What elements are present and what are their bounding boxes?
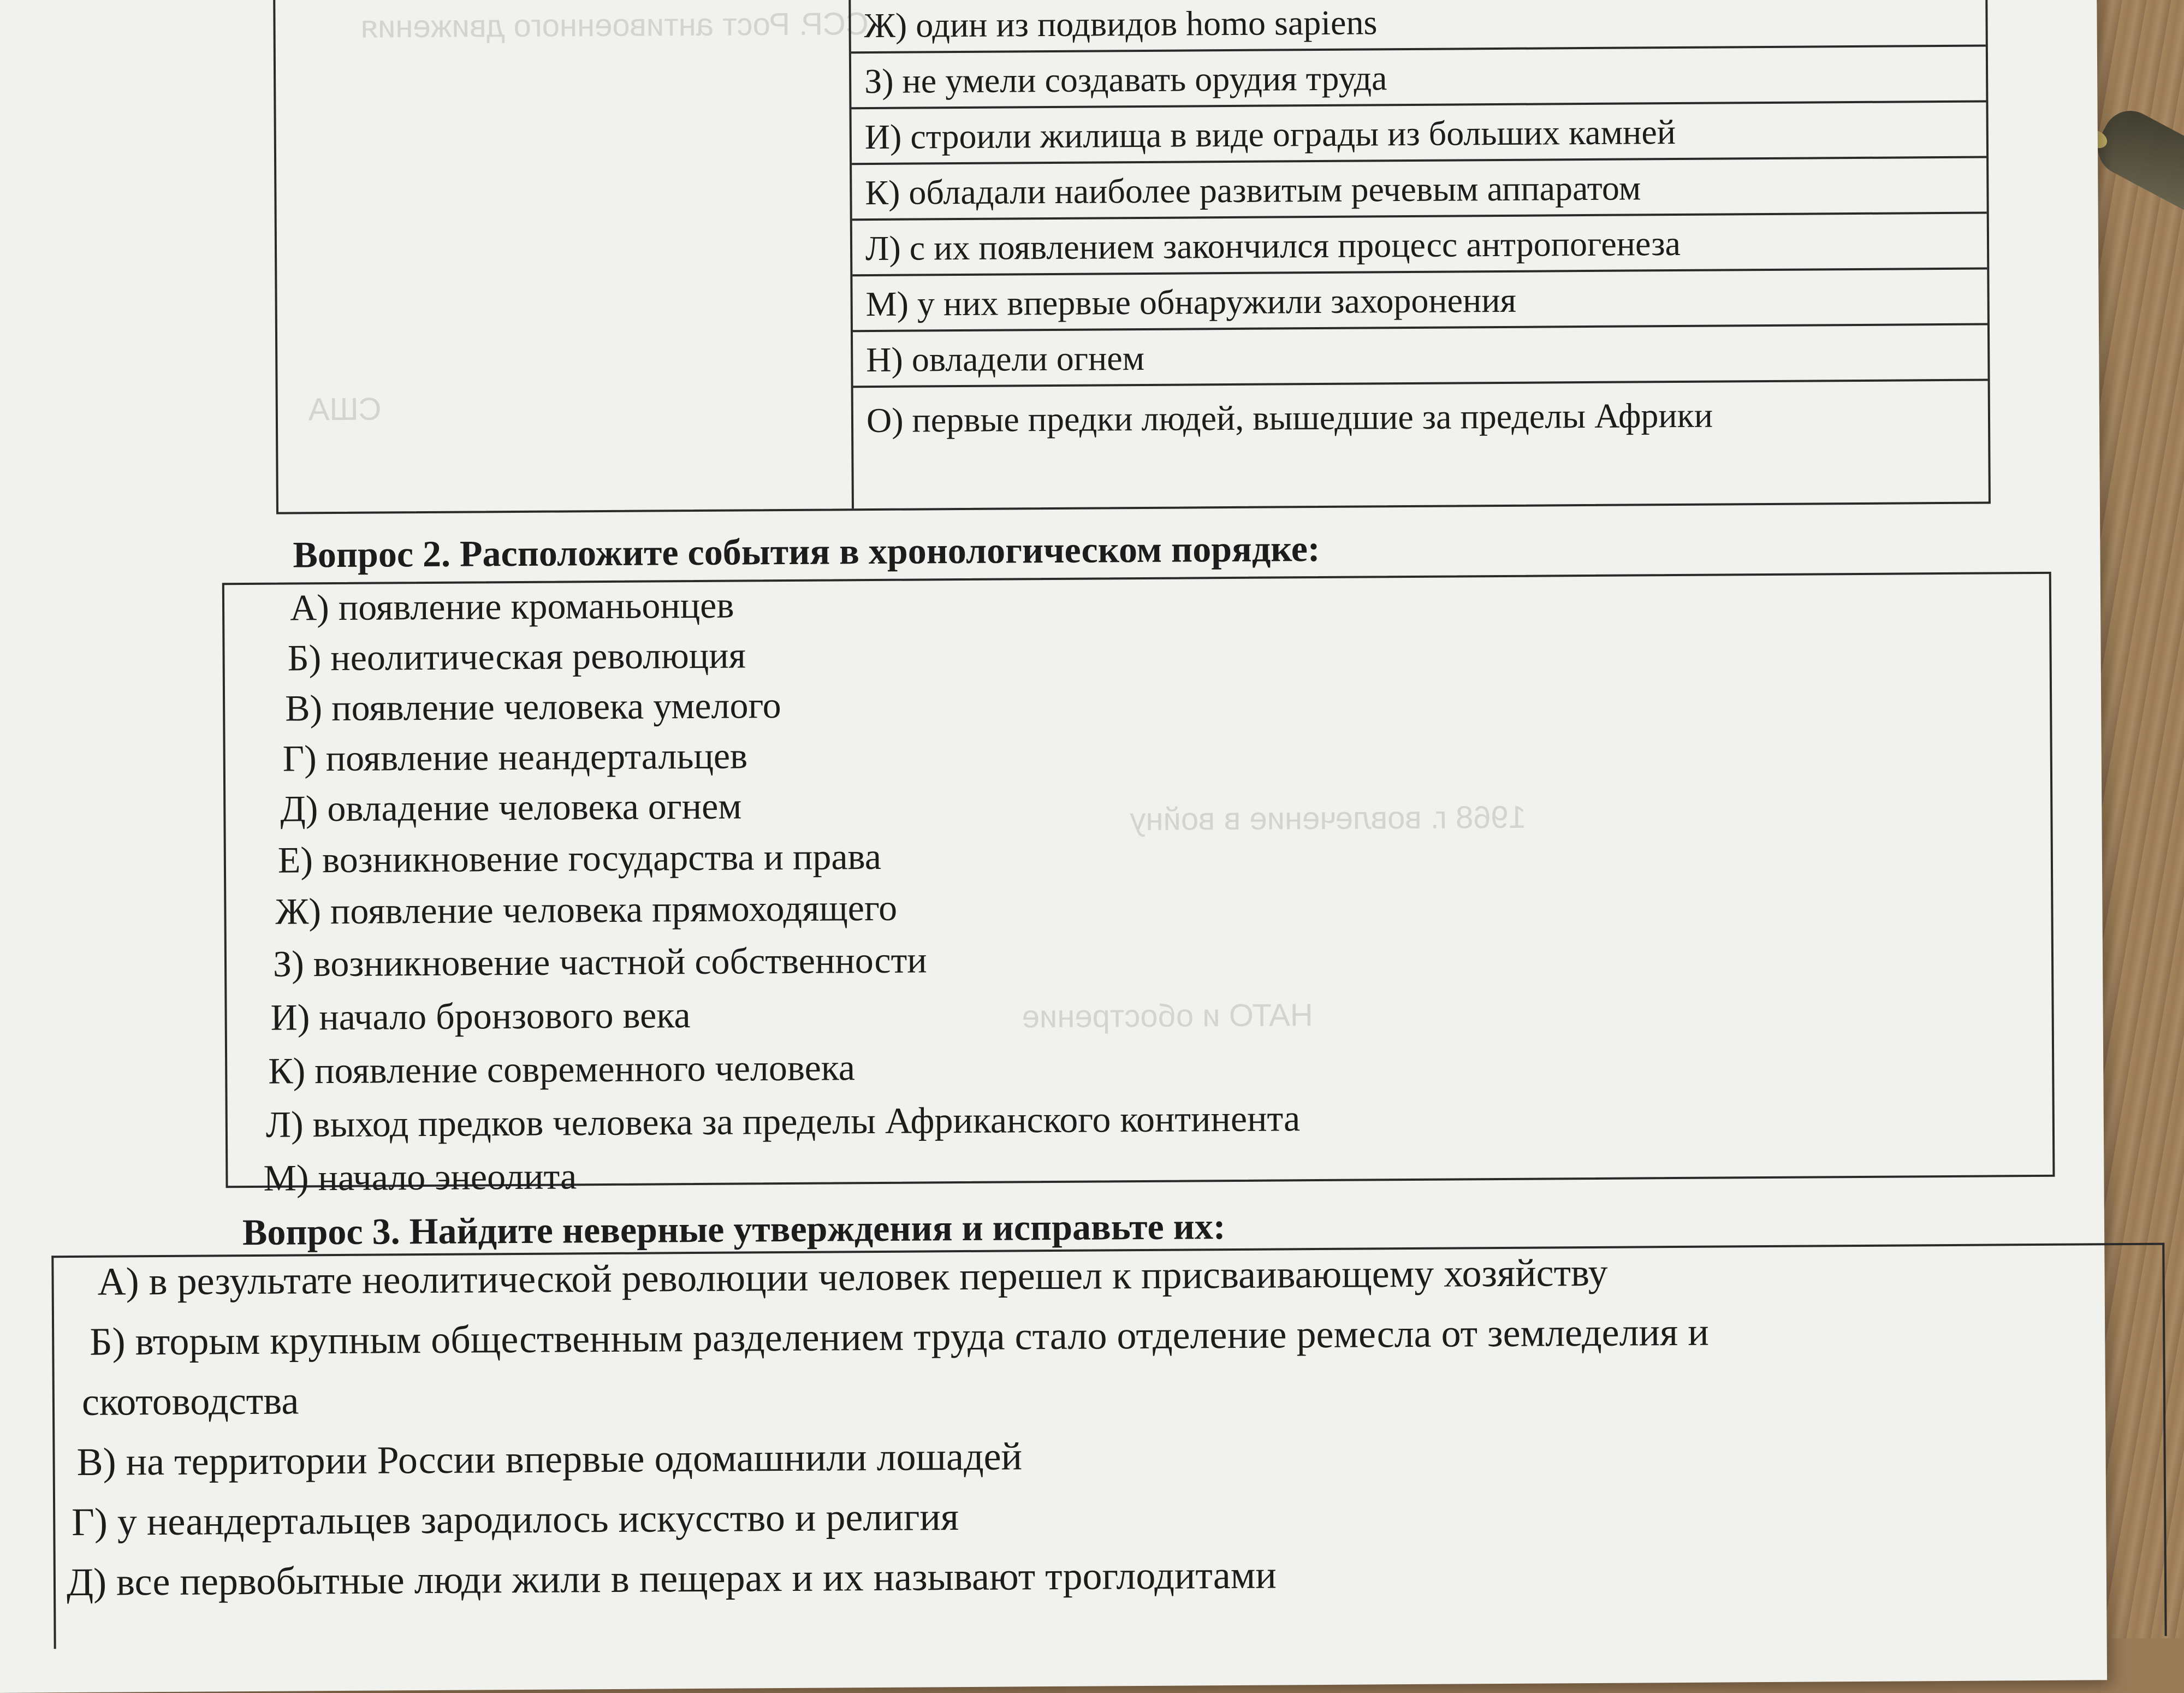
question2-item: И) начало бронзового века	[270, 994, 691, 1038]
question3-item: Б) вторым крупным общественным разделением труда стало отделение ремесла от земледелия и	[90, 1310, 1709, 1364]
question1-option: М) у них впервые обнаружили захоронения	[852, 270, 1987, 333]
question1-option: К) обладали наиболее развитым речевым аппаратом	[852, 158, 1987, 221]
question1-option: З) не умели создавать орудия труда	[851, 47, 1986, 110]
question2-item: В) появление человека умелого	[284, 684, 781, 729]
question2-item: З) возникновение частной собственности	[272, 939, 927, 985]
question3-title: Вопрос 3. Найдите неверные утверждения и исправьте их:	[242, 1205, 1226, 1253]
question1-option: И) строили жилища в виде ограды из больших камней	[851, 103, 1986, 165]
bleed-through-text: США	[308, 391, 382, 428]
question2-title: Вопрос 2. Расположите события в хронологическом порядке:	[293, 528, 1320, 576]
question3-item: скотоводства	[81, 1378, 299, 1424]
bleed-through-text: ССР. Рост антивоенного движения	[360, 6, 869, 45]
question1-table	[273, 0, 1991, 514]
question1-option: Ж) один из подвидов homo sapiens	[851, 0, 1986, 54]
question2-item: Д) овладение человека огнем	[280, 785, 742, 830]
question3-item: Г) у неандертальцев зародилось искусство и религия	[72, 1495, 959, 1544]
bleed-through-text: НАТО и обострение	[1022, 997, 1313, 1035]
question2-item: Л) выход предков человека за пределы Африканского континента	[265, 1097, 1301, 1145]
question1-option: Л) с их появлением закончился процесс антропогенеза	[852, 214, 1987, 277]
question2-item: М) начало энеолита	[263, 1155, 577, 1199]
question2-item: Е) возникновение государства и права	[277, 835, 882, 881]
question2-item: А) появление кроманьонцев	[289, 584, 734, 629]
question2-item: К) появление современного человека	[268, 1046, 856, 1092]
question3-item: В) на территории России впервые одомашнили лошадей	[76, 1434, 1023, 1484]
question1-left-column	[275, 0, 854, 512]
question1-option: Н) овладели огнем	[853, 325, 1988, 388]
question2-item: Б) неолитическая революция	[287, 634, 746, 679]
question1-option: О) первые предки людей, вышедшие за пределы Африки	[866, 395, 1713, 440]
question3-item: Д) все первобытные люди жили в пещерах и их называют троглодитами	[66, 1553, 1277, 1605]
question2-item: Ж) появление человека прямоходящего	[275, 886, 898, 932]
question2-item: Г) появление неандертальцев	[282, 735, 748, 779]
question3-item: А) в результате неолитической революции человек перешел к присваивающему хозяйству	[97, 1250, 1608, 1304]
bleed-through-text: 1968 г. вовлечение в войну	[1130, 799, 1527, 838]
question3-box	[51, 1243, 2167, 1649]
question2-box	[222, 572, 2055, 1199]
